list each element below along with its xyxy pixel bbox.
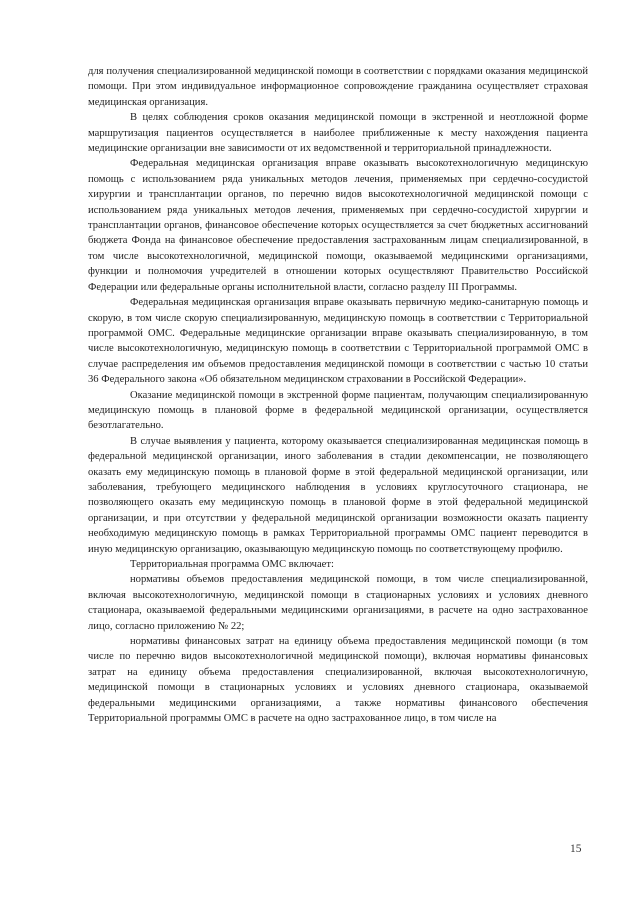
paragraph-patient-transfer: В случае выявления у пациента, которому оказывается специализированная медицинская помощь в федеральной медицинской организации, иного заболевания в стадии декомпенсации, не позволяющего оказать ему медицинскую помощь в плановой форме в этой федеральной медицинской организации, или заболевания, требующего медицинского наблюдения в условиях круглосуточного стационара, не позволяющего оказать ему медицинскую помощь в плановой форме в этой федеральной медицинской организации, и при отсутствии у федеральной медицинской организации возможности оказать пациенту необходимую медицинскую помощь в рамках Территориальной программы ОМС пациент переводится в иную медицинскую организацию, оказывающую медицинскую помощь по соответствующему профилю. — [88, 435, 588, 555]
paragraph-federal-high-tech-care: Федеральная медицинская организация вправе оказывать высокотехнологичную медицинскую помощь с использованием ряда уникальных методов лечения, применяемых при сердечно-сосудистой хирургии и трансплантации органов, по перечню видов высокотехнологичной медицинской помощи с использованием ряда уникальных методов лечения, применяемых при сердечно-сосудистой хирургии и трансплантации органов, финансовое обеспечение которых осуществляется за счет бюджетных ассигнований бюджета Фонда на финансовое обеспечение предоставления застрахованным лицам специализированной, в том числе высокотехнологичной, медицинской помощи, оказываемой медицинскими организациями, функции и полномочия учредителей в отношении которых осуществляют Правительство Российской Федерации или федеральные органы исполнительной власти, согласно разделу III Программы. — [88, 158, 588, 293]
paragraph-financial-cost-norms: нормативы финансовых затрат на единицу объема предоставления медицинской помощи (в том числе по перечню видов высокотехнологичной медицинской помощи), включая нормативы финансовых затрат на единицу объема предоставления специализированной, включая высокотехнологичную, медицинской помощи в стационарных условиях и условиях дневного стационара, оказываемой федеральными медицинскими организациями, а также нормативы финансового обеспечения Территориальной программы ОМС в расчете на одно застрахованное лицо, в том числе на — [88, 636, 588, 725]
paragraph-specialized-care-continuation: для получения специализированной медицинской помощи в соответствии с порядками оказания медицинской помощи. При этом индивидуальное информационное сопровождение гражданина осуществляет страховая медицинская организация. — [88, 66, 588, 108]
document-page — [88, 64, 588, 726]
paragraph-volume-norms: нормативы объемов предоставления медицинской помощи, в том числе специализированной, включая высокотехнологичную, медицинской помощи в стационарных условиях и условиях дневного стационара, оказываемой федеральными медицинскими организациями, в расчете на одно застрахованное лицо, согласно приложению № 22; — [88, 574, 588, 632]
paragraph-routing-of-patients: В целях соблюдения сроков оказания медицинской помощи в экстренной и неотложной форме маршрутизация пациентов осуществляется в наиболее приближенные к месту нахождения пациента медицинские организации вне зависимости от их ведомственной и территориальной принадлежности. — [88, 112, 588, 155]
paragraph-emergency-care: Оказание медицинской помощи в экстренной форме пациентам, получающим специализированную медицинскую помощь в плановой форме в федеральной медицинской организации, осуществляется безотлагательно. — [88, 389, 588, 432]
paragraph-program-includes: Территориальная программа ОМС включает: — [130, 559, 334, 570]
page-number: 15 — [570, 843, 582, 855]
paragraph-federal-primary-care: Федеральная медицинская организация вправе оказывать первичную медико-санитарную помощь и скорую, в том числе скорую специализированную, медицинскую помощь в соответствии с Территориальной программой ОМС. Федеральные медицинские организации вправе оказывать специализированную, в том числе высокотехнологичную, медицинскую помощь в соответствии с Территориальной программой ОМС в случае распределения им объемов предоставления медицинской помощи в соответствии с частью 10 статьи 36 Федерального закона «Об обязательном медицинском страховании в Российской Федерации». — [88, 297, 588, 386]
